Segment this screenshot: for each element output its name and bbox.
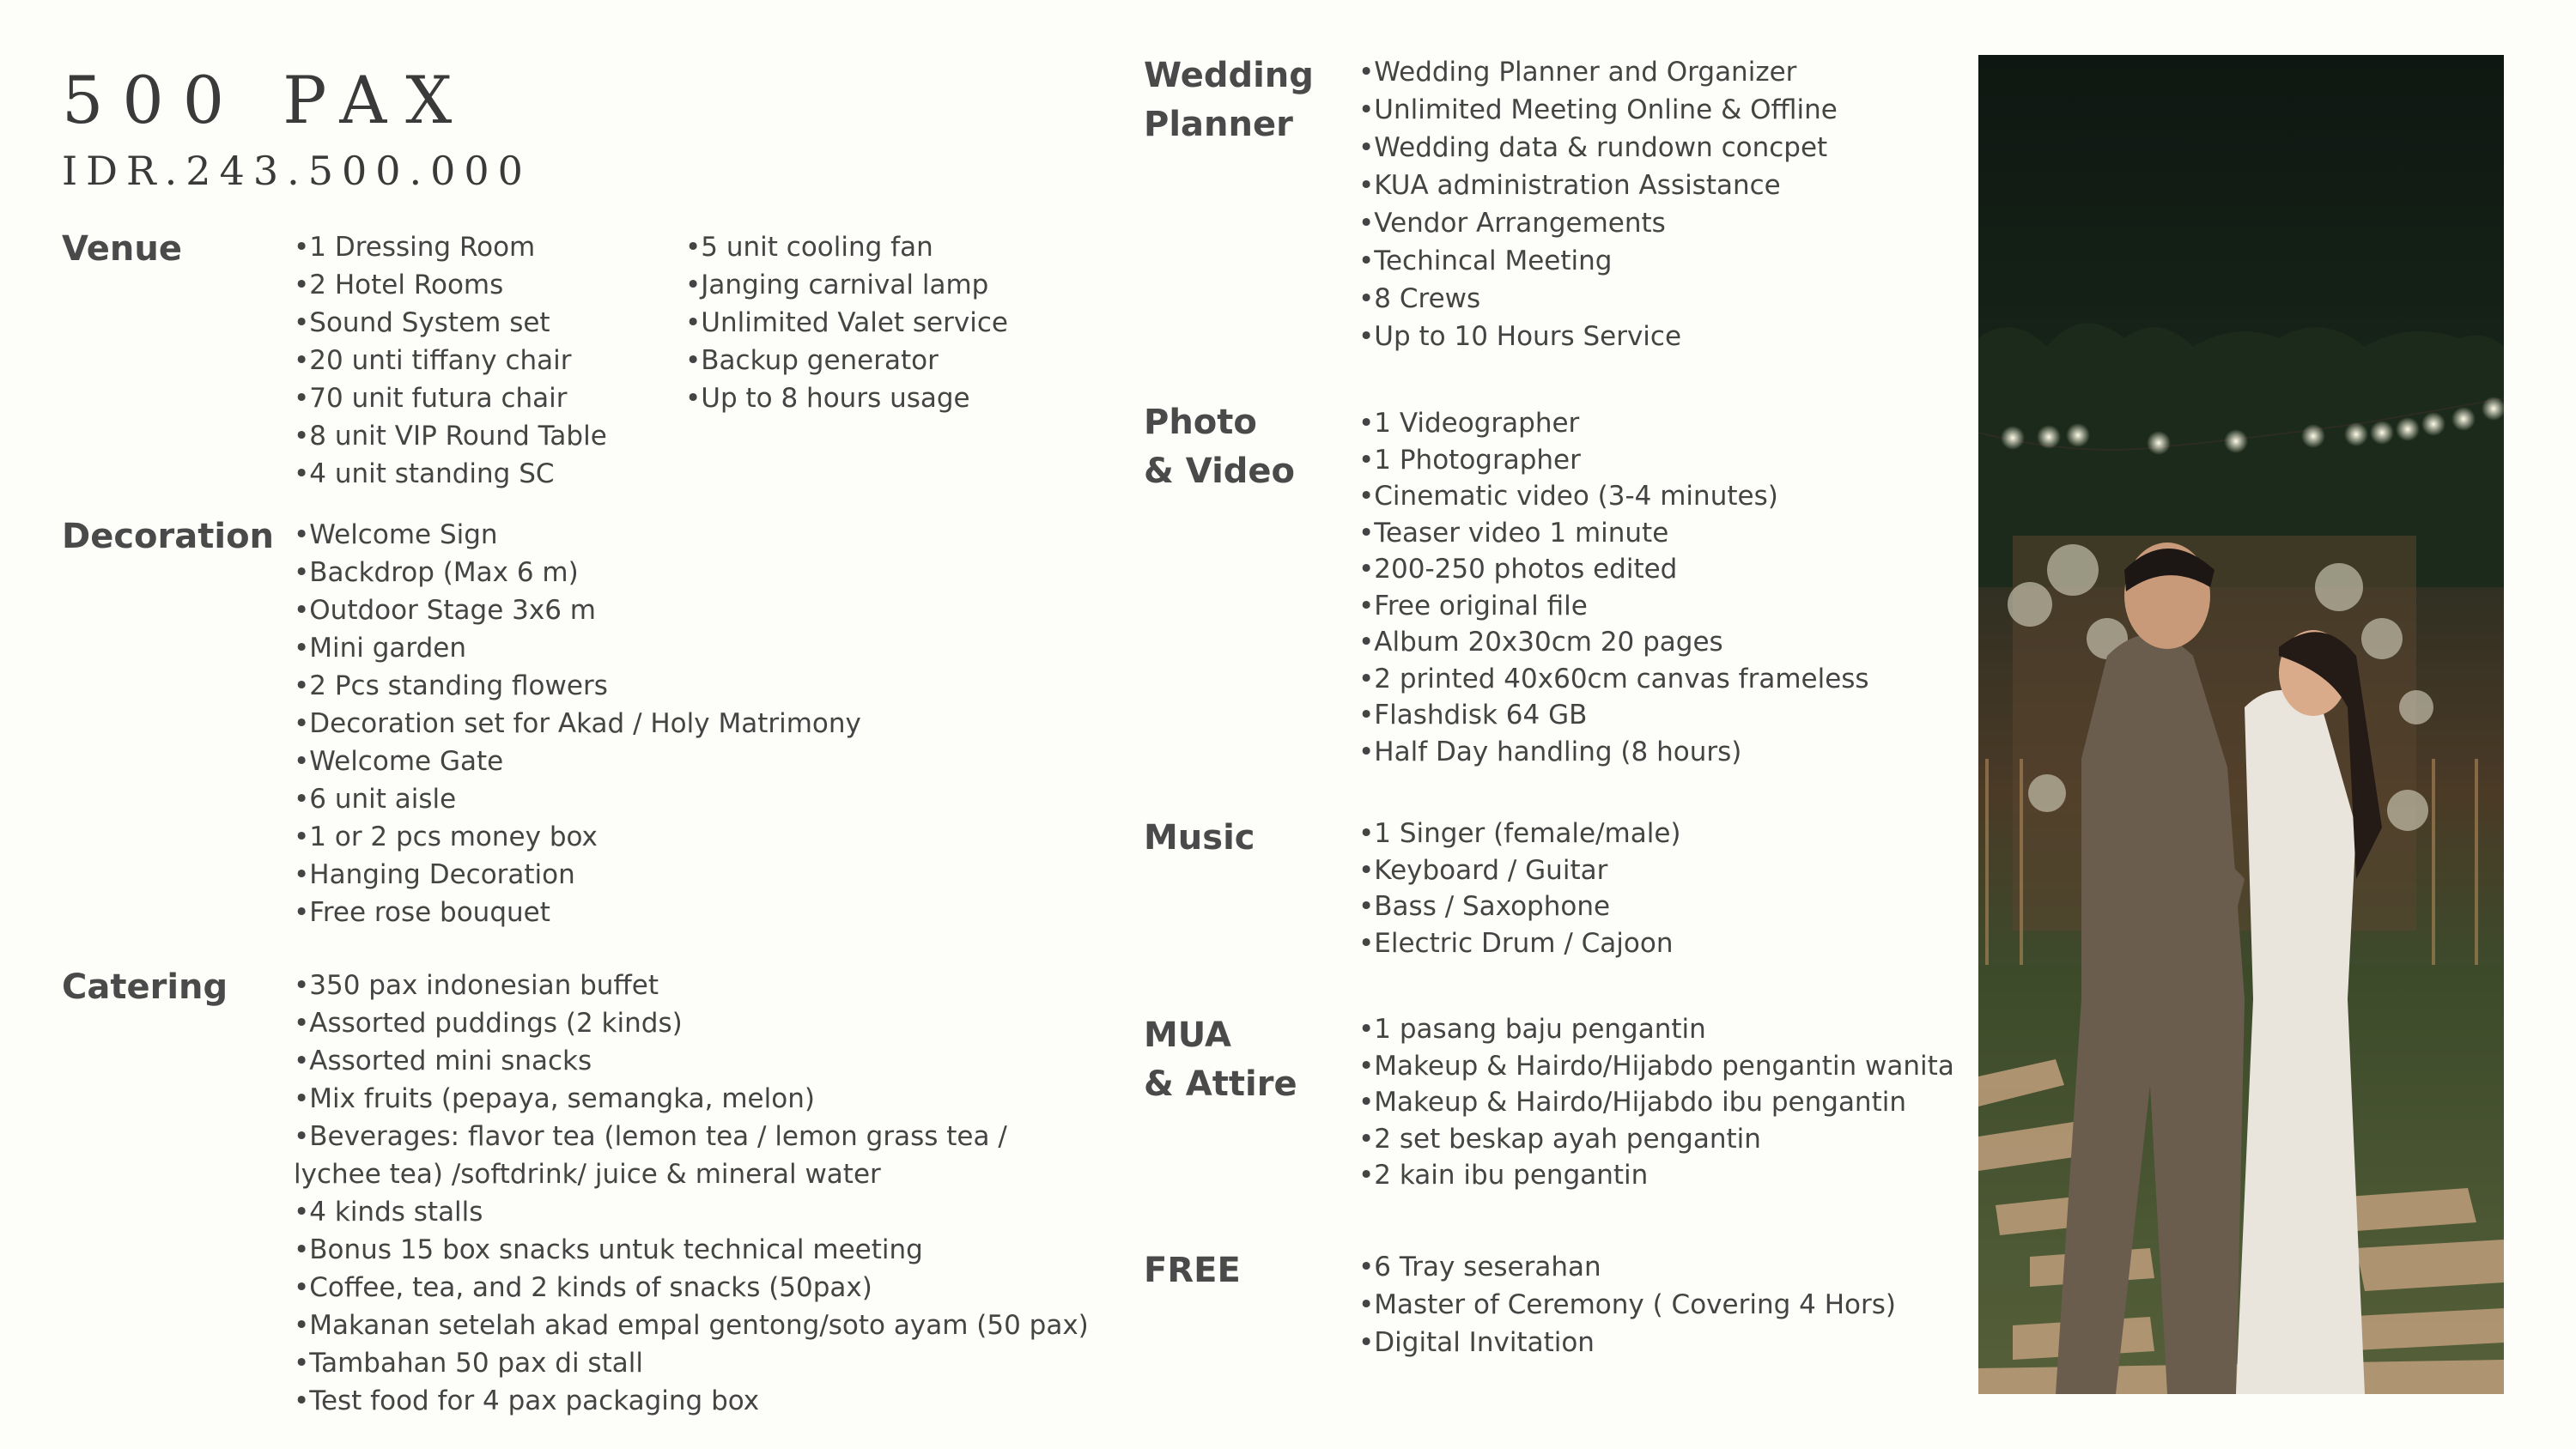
list-item: •Outdoor Stage 3x6 m — [294, 595, 596, 626]
package-title: 500 PAX — [62, 62, 471, 138]
list-item: •6 Tray seserahan — [1358, 1252, 1601, 1282]
venue-list-2 — [685, 228, 1008, 417]
list-item: •Mix fruits (pepaya, semangka, melon) — [294, 1083, 815, 1114]
list-item: •Wedding data & rundown concpet — [1358, 132, 1828, 163]
list-item: •8 Crews — [1358, 283, 1481, 314]
list-item: •Free original file — [1358, 590, 1588, 621]
list-item: •4 kinds stalls — [294, 1197, 483, 1228]
wedding-planner-list — [1358, 53, 1838, 355]
list-item: •Up to 8 hours usage — [685, 383, 970, 414]
list-item: •Techincal Meeting — [1358, 246, 1613, 276]
list-item: •70 unit futura chair — [294, 383, 568, 414]
list-item: •Vendor Arrangements — [1358, 208, 1666, 239]
list-item: •1 Videographer — [1358, 408, 1580, 439]
list-item: •Hanging Decoration — [294, 859, 575, 890]
list-item: •1 Dressing Room — [294, 232, 536, 263]
list-item: •1 Photographer — [1358, 444, 1581, 476]
list-item: •2 set beskap ayah pengantin — [1358, 1123, 1761, 1155]
decoration-heading: Decoration — [62, 517, 275, 556]
list-item: •Master of Ceremony ( Covering 4 Hors) — [1358, 1289, 1896, 1320]
list-item: •2 printed 40x60cm canvas frameless — [1358, 663, 1869, 694]
list-item: •Sound System set — [294, 307, 550, 338]
list-item: •350 pax indonesian buffet — [294, 970, 659, 1001]
photo-video-list — [1358, 405, 1869, 770]
list-item: •2 Hotel Rooms — [294, 270, 504, 300]
list-item: •Tambahan 50 pax di stall — [294, 1348, 643, 1379]
list-item: •Bass / Saxophone — [1358, 891, 1611, 922]
list-item: •Beverages: flavor tea (lemon tea / lemon grass tea / lychee tea) /softdrink/ juice & mineral water — [294, 1121, 1007, 1190]
list-item: •6 unit aisle — [294, 784, 457, 815]
list-item: •Bonus 15 box snacks untuk technical meeting — [294, 1234, 923, 1265]
list-item: •Makanan setelah akad empal gentong/soto ayam (50 pax) — [294, 1310, 1089, 1341]
list-item: •Backup generator — [685, 345, 939, 376]
list-item: •Welcome Sign — [294, 519, 498, 550]
list-item: •Assorted puddings (2 kinds) — [294, 1008, 683, 1039]
list-item: •Coffee, tea, and 2 kinds of snacks (50pax) — [294, 1272, 872, 1303]
free-list — [1358, 1248, 1896, 1361]
list-item: •Digital Invitation — [1358, 1327, 1595, 1358]
list-item: •Makeup & Hairdo/Hijabdo ibu pengantin — [1358, 1087, 1906, 1118]
mua-attire-list — [1358, 1011, 1954, 1194]
venue-list-1 — [294, 228, 607, 493]
decoration-list — [294, 516, 861, 931]
list-item: •KUA administration Assistance — [1358, 170, 1781, 201]
list-item: •1 pasang baju pengantin — [1358, 1014, 1706, 1045]
list-item: •Decoration set for Akad / Holy Matrimony — [294, 708, 861, 739]
list-item: •200-250 photos edited — [1358, 554, 1678, 585]
list-item: •4 unit standing SC — [294, 458, 555, 489]
free-heading: FREE — [1144, 1251, 1241, 1290]
list-item: •Mini garden — [294, 633, 467, 664]
list-item: •2 kain ibu pengantin — [1358, 1160, 1649, 1191]
list-item: •Unlimited Meeting Online & Offline — [1358, 94, 1838, 125]
mua-attire-heading: MUA & Attire — [1144, 1016, 1297, 1104]
list-item: •Flashdisk 64 GB — [1358, 700, 1588, 731]
list-item: •Up to 10 Hours Service — [1358, 321, 1682, 352]
photo-video-heading: Photo & Video — [1144, 403, 1296, 491]
list-item: •Half Day handling (8 hours) — [1358, 736, 1742, 767]
list-item: •Keyboard / Guitar — [1358, 854, 1608, 886]
list-item: •5 unit cooling fan — [685, 232, 933, 263]
wedding-couple-photo — [1978, 55, 2504, 1394]
list-item: •Wedding Planner and Organizer — [1358, 57, 1797, 88]
list-item: •1 or 2 pcs money box — [294, 822, 598, 852]
list-item: •Album 20x30cm 20 pages — [1358, 627, 1723, 658]
wedding-planner-heading: Wedding Planner — [1144, 56, 1314, 144]
list-item: •Assorted mini snacks — [294, 1046, 592, 1076]
list-item: •Electric Drum / Cajoon — [1358, 927, 1674, 959]
list-item: •Unlimited Valet service — [685, 307, 1008, 338]
list-item: •2 Pcs standing flowers — [294, 670, 608, 701]
catering-list — [294, 967, 1089, 1420]
list-item: •1 Singer (female/male) — [1358, 818, 1681, 849]
list-item: •Cinematic video (3-4 minutes) — [1358, 481, 1778, 512]
list-item: •20 unti tiffany chair — [294, 345, 572, 376]
list-item: •Welcome Gate — [294, 746, 504, 777]
package-price: IDR.243.500.000 — [62, 148, 532, 194]
list-item: •Test food for 4 pax packaging box — [294, 1385, 760, 1416]
catering-heading: Catering — [62, 967, 228, 1007]
list-item: •Free rose bouquet — [294, 897, 550, 928]
list-item: •Makeup & Hairdo/Hijabdo pengantin wanita — [1358, 1050, 1954, 1082]
list-item: •8 unit VIP Round Table — [294, 421, 607, 452]
list-item: •Teaser video 1 minute — [1358, 517, 1669, 549]
venue-heading: Venue — [62, 229, 182, 269]
list-item: •Backdrop (Max 6 m) — [294, 557, 579, 588]
music-list — [1358, 815, 1681, 961]
music-heading: Music — [1144, 818, 1255, 858]
list-item: •Janging carnival lamp — [685, 270, 989, 300]
